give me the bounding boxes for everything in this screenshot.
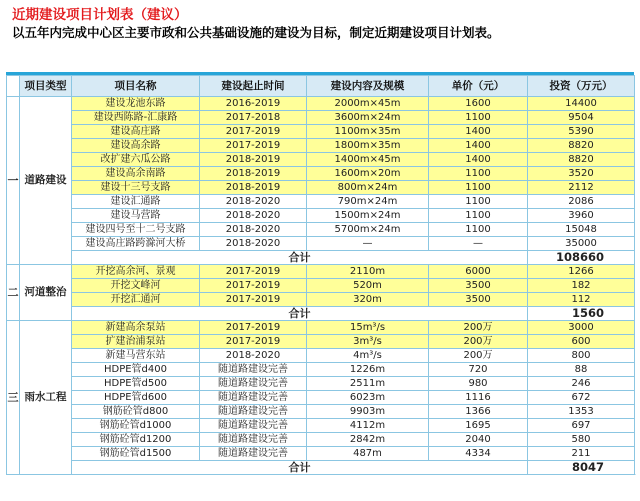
cell-investment: 8820 bbox=[528, 139, 635, 153]
cell-unit-price: 2040 bbox=[429, 433, 528, 447]
cell-unit-price: 1400 bbox=[429, 153, 528, 167]
cell-content: 15m³/s bbox=[307, 321, 429, 335]
group-category: 道路建设 bbox=[20, 97, 72, 265]
cell-period: 2017-2019 bbox=[200, 321, 307, 335]
cell-unit-price: 200万 bbox=[429, 349, 528, 363]
group-number: 一 bbox=[7, 97, 20, 265]
cell-period: 2018-2019 bbox=[200, 167, 307, 181]
header-name: 项目名称 bbox=[72, 76, 200, 97]
cell-content: 487m bbox=[307, 447, 429, 461]
cell-unit-price: 200万 bbox=[429, 335, 528, 349]
table-header-row bbox=[7, 76, 635, 97]
group-total-row bbox=[7, 461, 635, 475]
table-row bbox=[7, 293, 635, 307]
project-plan-table bbox=[6, 75, 635, 475]
cell-project-name: 新建高余泵站 bbox=[72, 321, 200, 335]
cell-content: 1500m×24m bbox=[307, 209, 429, 223]
cell-unit-price: 1600 bbox=[429, 97, 528, 111]
cell-investment: 3960 bbox=[528, 209, 635, 223]
cell-investment: 5390 bbox=[528, 125, 635, 139]
cell-period: 2018-2019 bbox=[200, 153, 307, 167]
cell-unit-price: 6000 bbox=[429, 265, 528, 279]
cell-content: 4112m bbox=[307, 419, 429, 433]
cell-investment: 1266 bbox=[528, 265, 635, 279]
table-row bbox=[7, 125, 635, 139]
cell-project-name: 改扩建六瓜公路 bbox=[72, 153, 200, 167]
total-label: 合计 bbox=[72, 307, 528, 321]
cell-period: 随道路建设完善 bbox=[200, 419, 307, 433]
cell-period: 随道路建设完善 bbox=[200, 405, 307, 419]
header-content: 建设内容及规模 bbox=[307, 76, 429, 97]
table-row bbox=[7, 265, 635, 279]
cell-period: 2016-2019 bbox=[200, 97, 307, 111]
cell-period: 2018-2020 bbox=[200, 349, 307, 363]
cell-project-name: 新建马营东站 bbox=[72, 349, 200, 363]
cell-content: 2110m bbox=[307, 265, 429, 279]
total-amount: 8047 bbox=[528, 461, 635, 475]
cell-investment: 3000 bbox=[528, 321, 635, 335]
cell-content: 1100m×35m bbox=[307, 125, 429, 139]
cell-investment: 211 bbox=[528, 447, 635, 461]
table-row bbox=[7, 139, 635, 153]
total-label: 合计 bbox=[72, 461, 528, 475]
project-plan-table-wrap bbox=[6, 72, 634, 475]
cell-investment: 697 bbox=[528, 419, 635, 433]
cell-project-name: 建设十三号支路 bbox=[72, 181, 200, 195]
cell-project-name: 钢筋砼管d1200 bbox=[72, 433, 200, 447]
table-row bbox=[7, 279, 635, 293]
cell-project-name: 钢筋砼管d1000 bbox=[72, 419, 200, 433]
header-investment: 投资（万元） bbox=[528, 76, 635, 97]
cell-project-name: 建设马营路 bbox=[72, 209, 200, 223]
cell-investment: 246 bbox=[528, 377, 635, 391]
table-row bbox=[7, 377, 635, 391]
cell-period: 随道路建设完善 bbox=[200, 363, 307, 377]
page-title: 近期建设项目计划表（建议） bbox=[12, 7, 188, 23]
table-row bbox=[7, 405, 635, 419]
table-row bbox=[7, 335, 635, 349]
cell-period: 2017-2019 bbox=[200, 125, 307, 139]
cell-project-name: HDPE管d500 bbox=[72, 377, 200, 391]
cell-investment: 9504 bbox=[528, 111, 635, 125]
table-row bbox=[7, 419, 635, 433]
group-number: 二 bbox=[7, 265, 20, 321]
total-amount: 1560 bbox=[528, 307, 635, 321]
cell-content: 1226m bbox=[307, 363, 429, 377]
cell-content: 4m³/s bbox=[307, 349, 429, 363]
cell-period: 随道路建设完善 bbox=[200, 377, 307, 391]
cell-investment: 182 bbox=[528, 279, 635, 293]
cell-period: 2017-2019 bbox=[200, 279, 307, 293]
cell-content: 3600m×24m bbox=[307, 111, 429, 125]
table-row bbox=[7, 349, 635, 363]
cell-project-name: HDPE管d600 bbox=[72, 391, 200, 405]
table-row bbox=[7, 209, 635, 223]
cell-content: 2511m bbox=[307, 377, 429, 391]
cell-unit-price: 1100 bbox=[429, 167, 528, 181]
table-row bbox=[7, 447, 635, 461]
cell-period: 2018-2020 bbox=[200, 209, 307, 223]
table-row bbox=[7, 321, 635, 335]
cell-period: 2017-2019 bbox=[200, 139, 307, 153]
table-row bbox=[7, 223, 635, 237]
cell-period: 随道路建设完善 bbox=[200, 447, 307, 461]
cell-unit-price: 1100 bbox=[429, 195, 528, 209]
cell-unit-price: 720 bbox=[429, 363, 528, 377]
group-number: 三 bbox=[7, 321, 20, 475]
cell-unit-price: 1100 bbox=[429, 223, 528, 237]
cell-investment: 580 bbox=[528, 433, 635, 447]
table-row bbox=[7, 195, 635, 209]
cell-unit-price: 1100 bbox=[429, 111, 528, 125]
cell-unit-price: 1100 bbox=[429, 209, 528, 223]
cell-investment: 88 bbox=[528, 363, 635, 377]
cell-period: 2018-2019 bbox=[200, 181, 307, 195]
cell-investment: 112 bbox=[528, 293, 635, 307]
cell-content: 320m bbox=[307, 293, 429, 307]
header-type: 项目类型 bbox=[20, 76, 72, 97]
cell-unit-price: 3500 bbox=[429, 293, 528, 307]
cell-unit-price: 4334 bbox=[429, 447, 528, 461]
cell-unit-price: 3500 bbox=[429, 279, 528, 293]
cell-project-name: 建设高余南路 bbox=[72, 167, 200, 181]
cell-content: 790m×24m bbox=[307, 195, 429, 209]
table-row bbox=[7, 167, 635, 181]
total-amount: 108660 bbox=[528, 251, 635, 265]
cell-investment: 35000 bbox=[528, 237, 635, 251]
cell-unit-price: 1400 bbox=[429, 139, 528, 153]
cell-project-name: 建设高庄路 bbox=[72, 125, 200, 139]
cell-project-name: 建设高庄路跨滁河大桥 bbox=[72, 237, 200, 251]
table-body bbox=[7, 97, 635, 475]
table-row bbox=[7, 97, 635, 111]
cell-investment: 2112 bbox=[528, 181, 635, 195]
cell-investment: 15048 bbox=[528, 223, 635, 237]
cell-unit-price: 1100 bbox=[429, 181, 528, 195]
table-row bbox=[7, 237, 635, 251]
cell-project-name: 建设龙池东路 bbox=[72, 97, 200, 111]
header-period: 建设起止时间 bbox=[200, 76, 307, 97]
cell-content: 2842m bbox=[307, 433, 429, 447]
total-label: 合计 bbox=[72, 251, 528, 265]
cell-investment: 2086 bbox=[528, 195, 635, 209]
cell-content: 2000m×45m bbox=[307, 97, 429, 111]
cell-content: 6023m bbox=[307, 391, 429, 405]
cell-period: 2017-2019 bbox=[200, 293, 307, 307]
cell-period: 2017-2019 bbox=[200, 265, 307, 279]
cell-period: 2017-2018 bbox=[200, 111, 307, 125]
cell-investment: 14400 bbox=[528, 97, 635, 111]
cell-content: 800m×24m bbox=[307, 181, 429, 195]
cell-investment: 1353 bbox=[528, 405, 635, 419]
cell-unit-price: 980 bbox=[429, 377, 528, 391]
group-total-row bbox=[7, 307, 635, 321]
cell-period: 2018-2020 bbox=[200, 237, 307, 251]
cell-period: 2018-2020 bbox=[200, 223, 307, 237]
cell-period: 2017-2019 bbox=[200, 335, 307, 349]
table-row bbox=[7, 153, 635, 167]
table-row bbox=[7, 363, 635, 377]
cell-project-name: HDPE管d400 bbox=[72, 363, 200, 377]
cell-content: 520m bbox=[307, 279, 429, 293]
group-category: 雨水工程 bbox=[20, 321, 72, 475]
cell-unit-price: 1366 bbox=[429, 405, 528, 419]
table-row bbox=[7, 391, 635, 405]
cell-project-name: 建设西陈路-汇康路 bbox=[72, 111, 200, 125]
cell-period: 随道路建设完善 bbox=[200, 391, 307, 405]
cell-project-name: 建设高余路 bbox=[72, 139, 200, 153]
header-unit-price: 单价（元） bbox=[429, 76, 528, 97]
cell-period: 2018-2020 bbox=[200, 195, 307, 209]
cell-unit-price: 1116 bbox=[429, 391, 528, 405]
cell-investment: 672 bbox=[528, 391, 635, 405]
cell-investment: 600 bbox=[528, 335, 635, 349]
cell-unit-price: — bbox=[429, 237, 528, 251]
cell-unit-price: 1695 bbox=[429, 419, 528, 433]
cell-project-name: 开挖汇通河 bbox=[72, 293, 200, 307]
cell-content: 3m³/s bbox=[307, 335, 429, 349]
group-category: 河道整治 bbox=[20, 265, 72, 321]
table-row bbox=[7, 181, 635, 195]
page-subtitle: 以五年内完成中心区主要市政和公共基础设施的建设为目标，制定近期建设项目计划表。 bbox=[12, 25, 500, 40]
cell-project-name: 扩建治浦泵站 bbox=[72, 335, 200, 349]
cell-content: — bbox=[307, 237, 429, 251]
cell-project-name: 建设四号至十二号支路 bbox=[72, 223, 200, 237]
cell-unit-price: 200万 bbox=[429, 321, 528, 335]
header-corner bbox=[7, 76, 20, 97]
cell-project-name: 开挖文峰河 bbox=[72, 279, 200, 293]
cell-content: 9903m bbox=[307, 405, 429, 419]
group-total-row bbox=[7, 251, 635, 265]
cell-content: 5700m×24m bbox=[307, 223, 429, 237]
cell-investment: 3520 bbox=[528, 167, 635, 181]
cell-content: 1600m×20m bbox=[307, 167, 429, 181]
cell-project-name: 钢筋砼管d800 bbox=[72, 405, 200, 419]
cell-unit-price: 1400 bbox=[429, 125, 528, 139]
cell-investment: 800 bbox=[528, 349, 635, 363]
cell-content: 1400m×45m bbox=[307, 153, 429, 167]
cell-period: 随道路建设完善 bbox=[200, 433, 307, 447]
table-row bbox=[7, 433, 635, 447]
cell-project-name: 钢筋砼管d1500 bbox=[72, 447, 200, 461]
cell-project-name: 开挖高余河、景观 bbox=[72, 265, 200, 279]
cell-content: 1800m×35m bbox=[307, 139, 429, 153]
table-row bbox=[7, 111, 635, 125]
cell-project-name: 建设汇通路 bbox=[72, 195, 200, 209]
cell-investment: 8820 bbox=[528, 153, 635, 167]
